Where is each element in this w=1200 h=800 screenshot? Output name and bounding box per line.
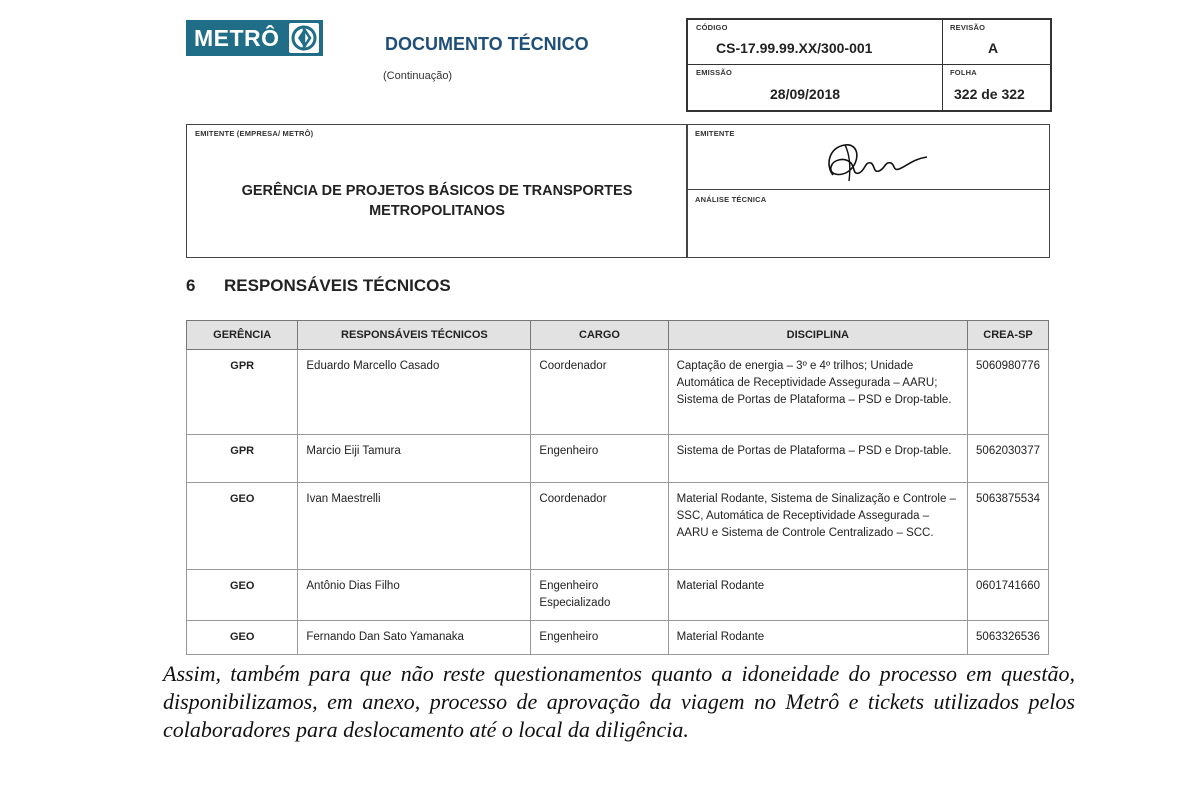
header-responsaveis: RESPONSÁVEIS TÉCNICOS [298, 321, 531, 350]
cell-crea: 5063875534 [968, 483, 1049, 570]
cell-responsavel: Marcio Eiji Tamura [298, 435, 531, 483]
cell-disciplina: Captação de energia – 3º e 4º trilhos; Unidade Automática de Receptividade Assegurada – AARU; Sistema de Portas de Plataforma – PSD e Drop-table. [668, 350, 967, 435]
codigo-value: CS-17.99.99.XX/300-001 [716, 40, 873, 56]
metro-symbol-icon [289, 23, 319, 53]
emitente-box [186, 124, 688, 258]
cell-crea: 0601741660 [968, 570, 1049, 621]
header-cargo: CARGO [531, 321, 668, 350]
cell-gerencia: GEO [187, 483, 298, 570]
header-crea: CREA-SP [968, 321, 1049, 350]
metro-logo [186, 20, 323, 56]
table-row [187, 435, 1049, 483]
cell-gerencia: GPR [187, 350, 298, 435]
cell-disciplina: Material Rodante [668, 621, 967, 655]
table-header-row [187, 321, 1049, 350]
cell-disciplina: Material Rodante [668, 570, 967, 621]
revisao-value: A [988, 40, 999, 56]
cell-disciplina: Sistema de Portas de Plataforma – PSD e Drop-table. [668, 435, 967, 483]
header-gerencia: GERÊNCIA [187, 321, 298, 350]
emitente-empresa-label: EMITENTE (EMPRESA/ METRÔ) [195, 129, 314, 138]
cell-responsavel: Antônio Dias Filho [298, 570, 531, 621]
section-title-text: RESPONSÁVEIS TÉCNICOS [224, 276, 451, 295]
cell-crea: 5063326536 [968, 621, 1049, 655]
table-row [187, 621, 1049, 655]
cell-cargo: Coordenador [531, 483, 668, 570]
cell-crea: 5062030377 [968, 435, 1049, 483]
emissao-label: EMISSÃO [696, 68, 732, 77]
cell-gerencia: GEO [187, 570, 298, 621]
cell-cargo: Engenheiro [531, 621, 668, 655]
cell-cargo: Engenheiro [531, 435, 668, 483]
signature-box [686, 124, 1050, 258]
logo-text: METRÔ [194, 24, 280, 51]
cell-cargo: Engenheiro Especializado [531, 570, 668, 621]
cell-gerencia: GPR [187, 435, 298, 483]
codigo-label: CÓDIGO [696, 23, 728, 32]
table-row [187, 483, 1049, 570]
emissao-value: 28/09/2018 [770, 86, 841, 102]
header-disciplina: DISCIPLINA [668, 321, 967, 350]
body-paragraph: Assim, também para que não reste questionamentos quanto a idoneidade do processo em questão, disponibilizamos, em anexo, processo de aprovação da viagem no Metrô e tickets utilizados pelos colaboradores para deslocamento até o local da diligência. [163, 661, 1075, 742]
folha-label: FOLHA [950, 68, 977, 77]
cell-responsavel: Eduardo Marcello Casado [298, 350, 531, 435]
revisao-label: REVISÃO [950, 23, 986, 32]
document-title: DOCUMENTO TÉCNICO [385, 34, 589, 54]
emitente-label: EMITENTE [695, 129, 735, 138]
table-row [187, 570, 1049, 621]
emitente-name-line2: METROPOLITANOS [369, 203, 505, 219]
emitente-name [187, 181, 687, 221]
section-number: 6 [186, 276, 196, 295]
cell-gerencia: GEO [187, 621, 298, 655]
folha-value: 322 de 322 [954, 86, 1025, 102]
emitente-name-line1: GERÊNCIA DE PROJETOS BÁSICOS DE TRANSPORTES [241, 183, 633, 199]
table-row [187, 350, 1049, 435]
signature-icon [815, 135, 945, 185]
analise-tecnica-label: ANÁLISE TÉCNICA [695, 195, 767, 204]
cell-responsavel: Fernando Dan Sato Yamanaka [298, 621, 531, 655]
responsaveis-table [186, 320, 1049, 655]
document-code-box [686, 18, 1052, 112]
cell-disciplina: Material Rodante, Sistema de Sinalização e Controle – SSC, Automática de Receptividade Assegurada – AARU e Sistema de Controle Centralizado – SCC. [668, 483, 967, 570]
section-title [186, 276, 451, 296]
cell-cargo: Coordenador [531, 350, 668, 435]
cell-responsavel: Ivan Maestrelli [298, 483, 531, 570]
cell-crea: 5060980776 [968, 350, 1049, 435]
document-subtitle: (Continuação) [383, 70, 453, 82]
